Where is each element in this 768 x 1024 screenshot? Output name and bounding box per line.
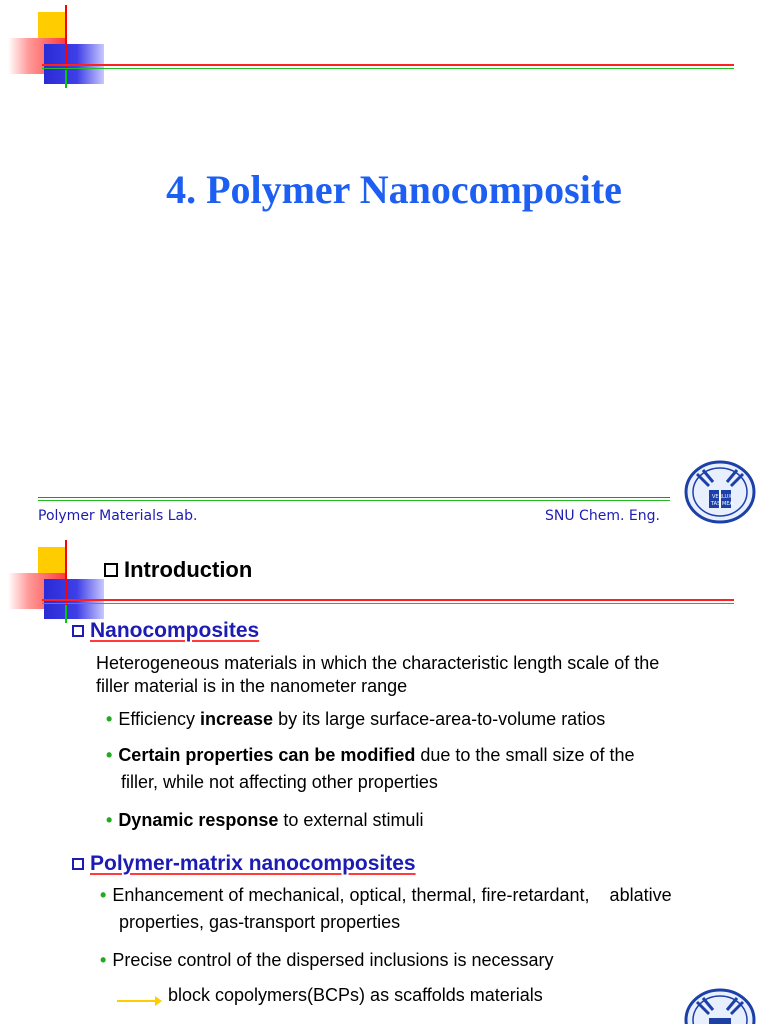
svg-text:MEA: MEA xyxy=(722,501,733,507)
list-item: • Precise control of the dispersed inclusions is necessary xyxy=(100,950,554,970)
slide-title: 4. Polymer Nanocomposite xyxy=(166,167,622,212)
list-item: • Efficiency increase by its large surface-area-to-volume ratios xyxy=(106,709,606,729)
corner-decoration xyxy=(0,0,110,90)
header-rule-green xyxy=(42,68,734,69)
list-item: • Dynamic response to external stimuli xyxy=(106,810,424,830)
arrow-note: block copolymers(BCPs) as scaffolds materials xyxy=(168,985,543,1005)
svg-text:LUX: LUX xyxy=(722,494,732,500)
corner-decoration xyxy=(0,535,110,625)
footer-lab-name: Polymer Materials Lab. xyxy=(38,508,198,524)
svg-text:TAS: TAS xyxy=(711,501,721,507)
footer-department: SNU Chem. Eng. xyxy=(545,508,660,524)
arrow-right-icon xyxy=(117,1000,157,1002)
university-logo xyxy=(683,988,757,1024)
slide-introduction xyxy=(0,535,768,1024)
header-rule-red xyxy=(42,599,734,601)
svg-text:VERI: VERI xyxy=(712,494,724,500)
checkbox-bullet-icon xyxy=(72,858,84,870)
university-logo xyxy=(683,460,757,524)
list-item: • Certain properties can be modified due to the small size of the filler, while not affecting other properties xyxy=(106,745,635,792)
header-rule-red xyxy=(42,64,734,66)
arrow-right-icon xyxy=(155,996,162,1006)
checkbox-bullet-icon xyxy=(72,625,84,637)
footer-rule-green xyxy=(38,500,670,501)
header-rule-green xyxy=(42,603,734,604)
list-item: • Enhancement of mechanical, optical, thermal, fire-retardant, ablative properties, gas-transport properties xyxy=(100,885,672,932)
nanocomposites-definition: Heterogeneous materials in which the characteristic length scale of the filler material is in the nanometer range xyxy=(96,653,660,696)
checkbox-bullet-icon xyxy=(104,563,118,577)
footer-rule-red xyxy=(38,497,670,498)
nanocomposites-heading: Nanocomposites xyxy=(72,619,259,643)
section-heading: Introduction xyxy=(104,557,252,583)
polymer-matrix-heading: Polymer-matrix nanocomposites xyxy=(72,852,416,876)
